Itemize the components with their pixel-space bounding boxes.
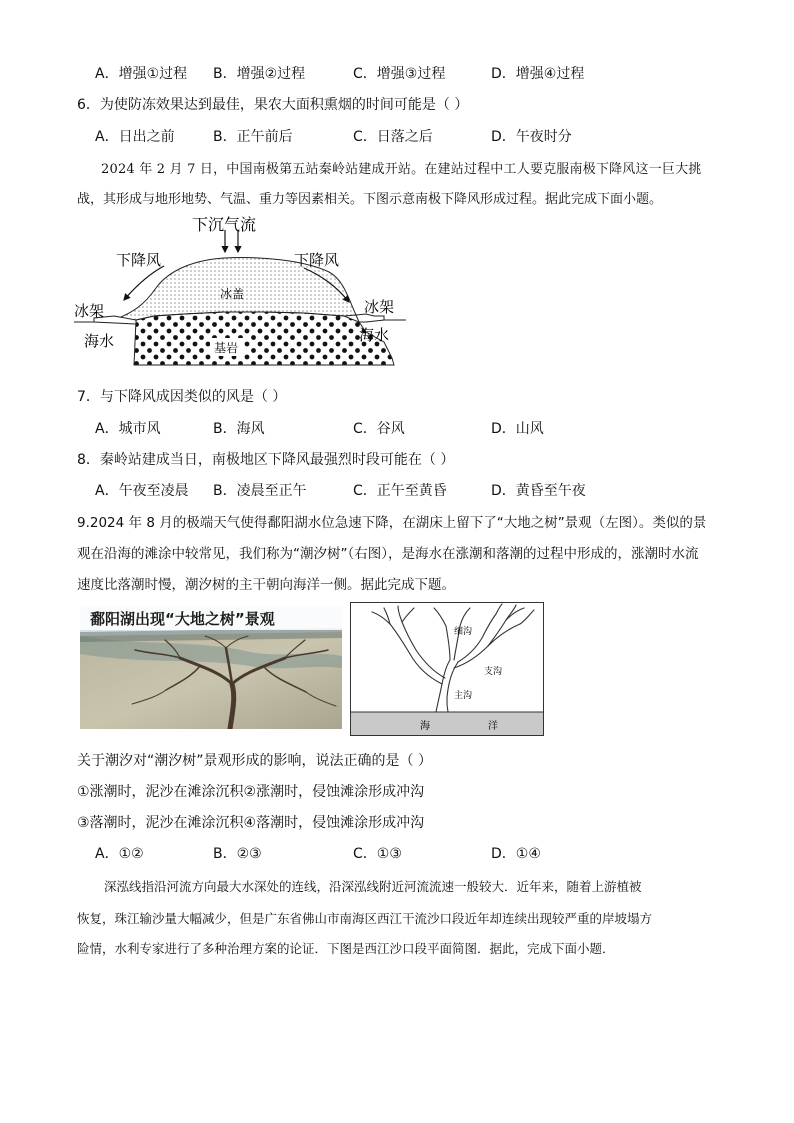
q7-option-a[interactable]: A．城市风 — [95, 421, 161, 437]
passage3-line1: 深泓线指沿河流方向最大水深处的连线，沿深泓线附近河流流速一般较大．近年来，随着上游植被 — [104, 879, 642, 894]
left-shelf-label: 冰架 — [74, 302, 105, 320]
passage2-line3: 速度比落潮时慢，潮汐树的主干朝向海洋一侧。据此完成下题。 — [77, 577, 455, 593]
passage3-line2: 恢复，珠江输沙量大幅减少，但是广东省佛山市南海区西江干流沙口段近年却连续出现较严重的岸坡塌方 — [77, 911, 653, 926]
sinking-air-label: 下沉气流 — [192, 215, 257, 234]
passage3-line3: 险情，水利专家进行了多种治理方案的论证．下图是西江沙口段平面简图．据此，完成下面小题． — [77, 941, 615, 956]
q9-option-d[interactable]: D．①④ — [491, 846, 541, 862]
q7-option-c[interactable]: C．谷风 — [353, 421, 405, 437]
q9-statement1: ①涨潮时，泥沙在滩涂沉积②涨潮时，侵蚀滩涂形成冲沟 — [77, 784, 425, 800]
ice-cap-label: 冰盖 — [220, 287, 245, 301]
q7-option-b[interactable]: B．海风 — [213, 421, 265, 437]
right-sea-label: 海水 — [359, 326, 390, 344]
passage2-line1: 9.2024 年 8 月的极端天气使得鄱阳湖水位急速下降，在湖床上留下了“大地之树”景观（左图）。类似的景 — [77, 515, 707, 531]
earth-tree-photo — [80, 606, 342, 729]
q8-option-b[interactable]: B．凌晨至正午 — [213, 483, 307, 499]
left-sea-label: 海水 — [84, 332, 115, 350]
q5-option-c[interactable]: C．增强③过程 — [353, 66, 446, 82]
q9-option-a[interactable]: A．①② — [95, 846, 144, 862]
sea-label-right: 洋 — [488, 721, 498, 732]
fine-channel-label: 细沟 — [454, 627, 473, 637]
q9-statement2: ③落潮时，泥沙在滩涂沉积④落潮时，侵蚀滩涂形成冲沟 — [77, 815, 425, 831]
passage2-line2: 观在沿海的滩涂中较常见，我们称为“潮汐树”（右图），是海水在涨潮和落潮的过程中形成的，涨潮时水流 — [77, 546, 699, 562]
q8-stem: 8．秦岭站建成当日，南极地区下降风最强烈时段可能在（ ） — [77, 452, 455, 468]
katabatic-wind-diagram — [74, 210, 414, 380]
photo-caption: 鄱阳湖出现“大地之树”景观 — [90, 610, 275, 628]
bedrock-shape — [134, 312, 394, 365]
left-wind-label: 下降风 — [116, 251, 162, 269]
q6-option-a[interactable]: A．日出之前 — [95, 129, 175, 145]
right-shelf-label: 冰架 — [364, 298, 395, 316]
passage1-line2: 战，其形成与地形地势、气温、重力等因素相关。下图示意南极下降风形成过程。据此完成下面小题。 — [77, 192, 663, 207]
q9-option-b[interactable]: B．②③ — [213, 846, 262, 862]
q5-option-a[interactable]: A．增强①过程 — [95, 66, 188, 82]
q7-stem: 7．与下降风成因类似的风是（ ） — [77, 389, 287, 405]
branch-channel-label: 支沟 — [484, 667, 503, 677]
q8-option-a[interactable]: A．午夜至凌晨 — [95, 483, 189, 499]
q9-stem: 关于潮汐对“潮汐树”景观形成的影响，说法正确的是（ ） — [77, 753, 432, 769]
q8-option-d[interactable]: D．黄昏至午夜 — [491, 483, 586, 499]
q7-option-d[interactable]: D．山风 — [491, 421, 544, 437]
main-channel-label: 主沟 — [454, 691, 473, 701]
q6-option-b[interactable]: B．正午前后 — [213, 129, 293, 145]
sea-label-left: 海 — [420, 721, 430, 732]
q9-option-c[interactable]: C．①③ — [353, 846, 402, 862]
bedrock-label: 基岩 — [214, 341, 239, 355]
q8-option-c[interactable]: C．正午至黄昏 — [353, 483, 447, 499]
sea-area — [351, 712, 543, 735]
tidal-tree-sketch — [350, 602, 544, 736]
right-wind-label: 下降风 — [294, 251, 340, 269]
q6-option-c[interactable]: C．日落之后 — [353, 129, 433, 145]
passage1-line1: 2024 年 2 月 7 日，中国南极第五站秦岭站建成开站。在建站过程中工人要克服南极下降风这一巨大挑 — [101, 162, 702, 177]
q5-option-d[interactable]: D．增强④过程 — [491, 66, 585, 82]
q5-option-b[interactable]: B．增强②过程 — [213, 66, 306, 82]
q6-stem: 6．为使防冻效果达到最佳，果农大面积熏烟的时间可能是（ ） — [77, 97, 469, 113]
q6-option-d[interactable]: D．午夜时分 — [491, 129, 572, 145]
